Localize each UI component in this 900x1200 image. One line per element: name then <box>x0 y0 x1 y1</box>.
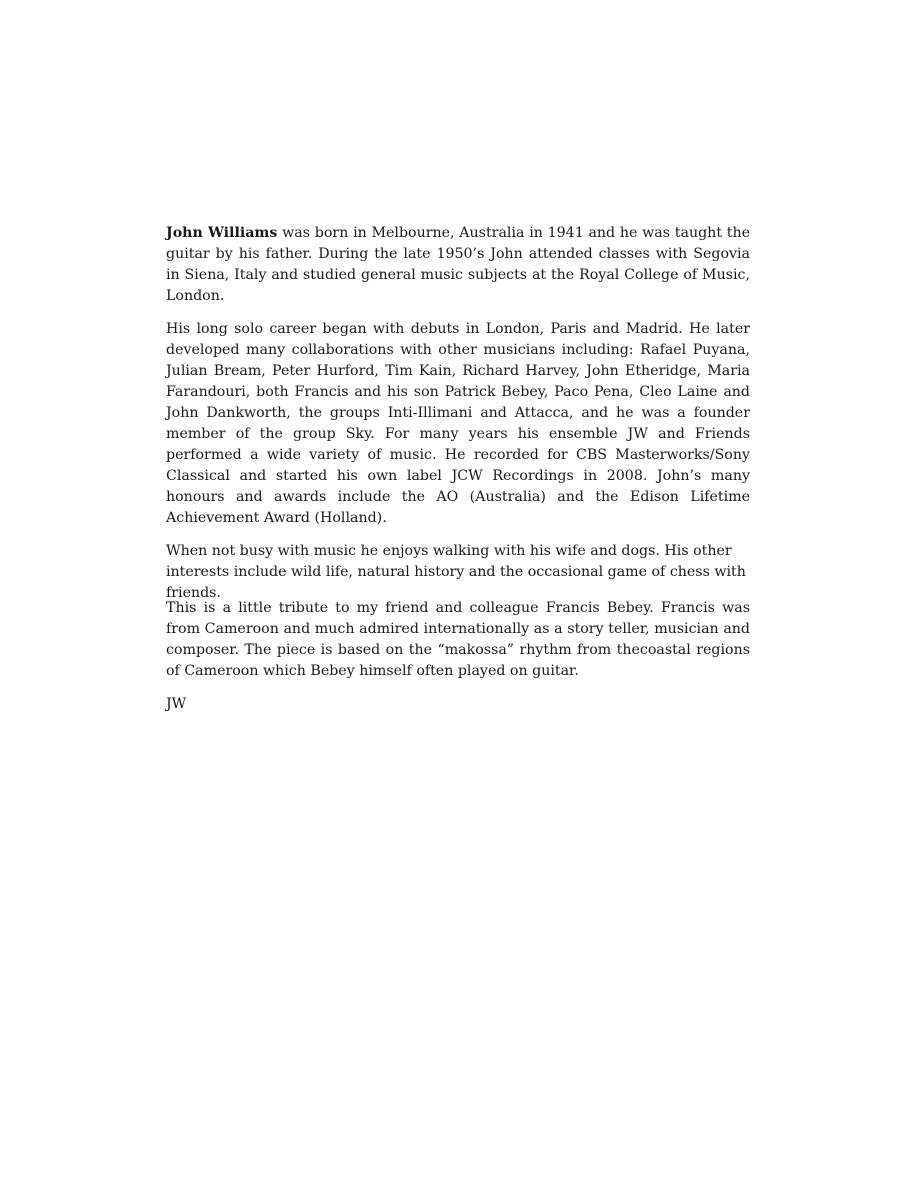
tribute-section <box>166 598 750 715</box>
biography-paragraph-1-text: was born in Melbourne, Australia in 1941 and he was taught the guitar by his father. During the late 1950’s John attended classes with Segovia in Siena, Italy and studied general music subjects at the Royal College of Music, London. <box>166 225 750 304</box>
tribute-paragraph: This is a little tribute to my friend and colleague Francis Bebey. Francis was from Cameroon and much admired internationally as a story teller, musician and composer. The piece is based on the “makossa” rhythm from thecoastal regions of Cameroon which Bebey himself often played on guitar. <box>166 600 750 679</box>
biography-paragraph-1 <box>166 223 750 307</box>
biography-paragraph-3: When not busy with music he enjoys walking with his wife and dogs. His other interests include wild life, natural history and the occasional game of chess with friends. <box>166 543 746 601</box>
artist-name: John Williams <box>166 225 278 241</box>
biography-section <box>166 223 750 616</box>
biography-paragraph-2: His long solo career began with debuts in London, Paris and Madrid. He later developed many collaborations with other musicians including: Rafael Puyana, Julian Bream, Peter Hurford, Tim Kain, Richard Harvey, John Etheridge, Maria Farandouri, both Francis and his son Patrick Bebey, Paco Pena, Cleo Laine and John Dankworth, the groups Inti-Illimani and Attacca, and he was a founder member of the group Sky. For many years his ensemble JW and Friends performed a wide variety of music. He recorded for CBS Masterworks/Sony Classical and started his own label JCW Recordings in 2008. John’s many honours and awards include the AO (Australia) and the Edison Lifetime Achievement Award (Holland). <box>166 321 750 526</box>
signature: JW <box>166 696 187 712</box>
